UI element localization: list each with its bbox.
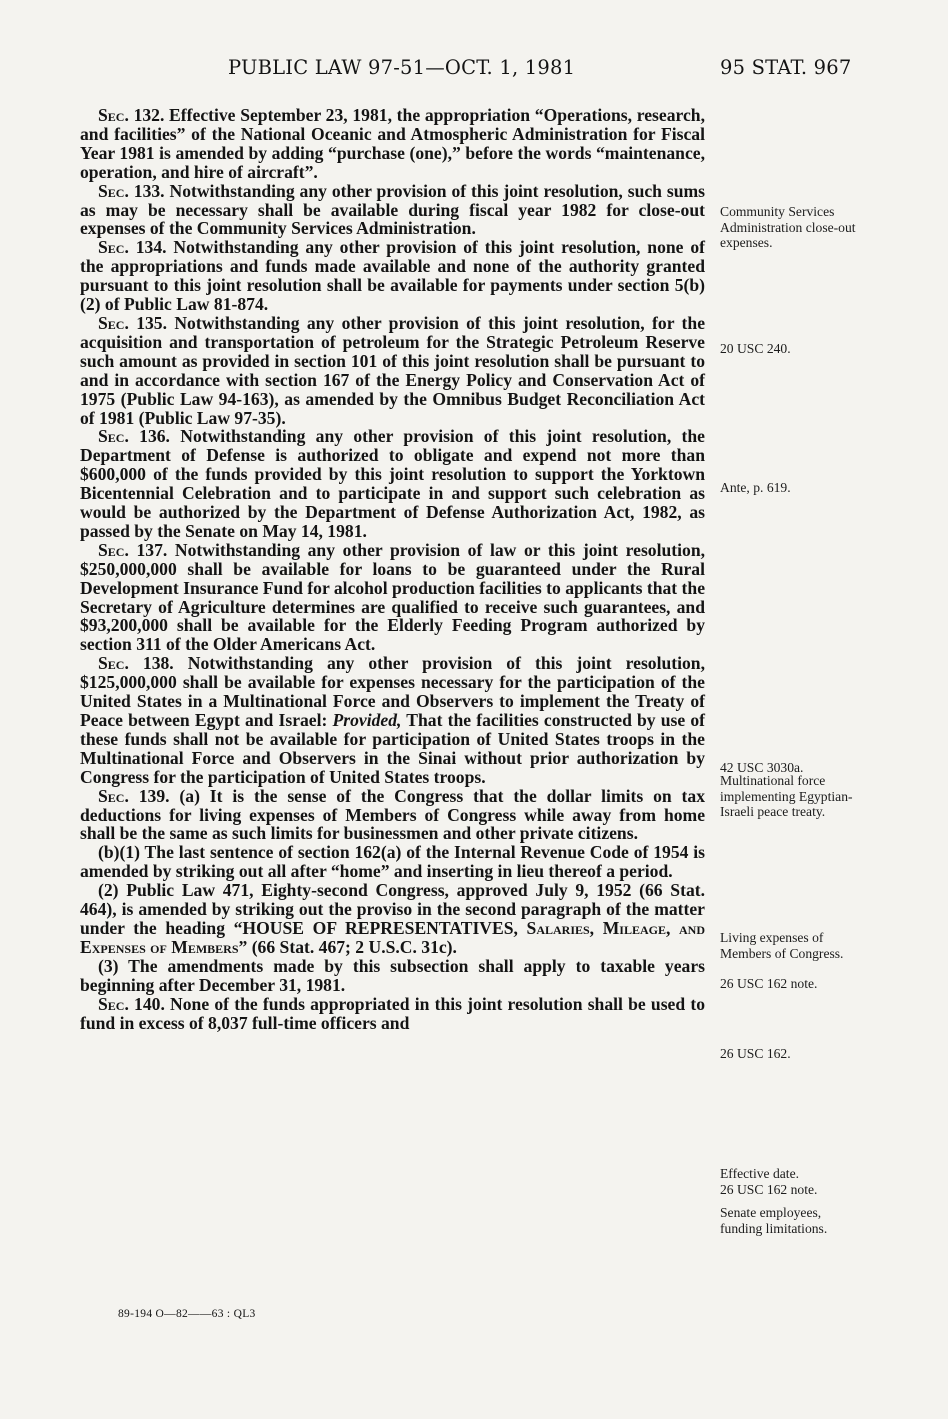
margin-note-senate-employees: Senate employees, funding limitations. [720,1205,828,1236]
section-135: Sec. 135. Notwithstanding any other provision of this joint resolution, for the acquisition and transportation of petroleum for the Strategic Petroleum Reserve such amount as provided in section 101 of this joint resolution shall be pursuant to and in accordance with section 167 of the Energy Policy and Conservation Act of 1975 (Public Law 94-163), as amended by the Omnibus Budget Reconciliation Act of 1981 (Public Law 97-35). [80,312,705,428]
section-139b3: (3) The amendments made by this subsection shall apply to taxable years beginning after December 31, 1981. [80,955,705,995]
section-139b1: (b)(1) The last sentence of section 162(a) of the Internal Revenue Code of 1954 is amended by striking out all after “home” and inserting in lieu thereof a period. [80,842,705,882]
print-code: 89-194 O—82——63 : QL3 [118,1308,256,1320]
margin-note-42usc: 42 USC 3030a. [720,760,804,775]
section-133: Sec. 133. Notwithstanding any other provision of this joint resolution, such sums as may be necessary shall be available during fiscal year 1982 for close-out expenses of the Community Services Administration. [80,180,705,239]
section-137: Sec. 137. Notwithstanding any other provision of law or this joint resolution, $250,000,000 shall be available for loans to be guaranteed under the Rural Development Insurance Fund for alcohol production facilities to applicants that the Secretary of Agriculture determines are qualified to receive such guarantees, and $93,200,000 shall be available for the Elderly Feeding Program authorized by section 311 of the Older Americans Act. [80,539,705,655]
section-140: Sec. 140. None of the funds appropriated in this joint resolution shall be used to fund in excess of 8,037 full-time officers and [80,993,705,1033]
margin-note-multinational: Multinational force implementing Egyptian-Israeli peace treaty. [720,773,853,820]
margin-note-ante: Ante, p. 619. [720,480,791,495]
margin-note-effective-date: Effective date. [720,1166,800,1181]
margin-note-20usc240: 20 USC 240. [720,341,791,356]
running-head-title: PUBLIC LAW 97-51—OCT. 1, 1981 [228,56,576,79]
section-139b2: (2) Public Law 471, Eighty-second Congress, approved July 9, 1952 (66 Stat. 464), is amended by striking out the proviso in the second paragraph of the matter under the heading “HOUSE OF REPRESENTATIVES, Salaries, Mileage, and Expenses of Members” (66 Stat. 467; 2 U.S.C. 31c). [80,880,706,957]
margin-note-living-expenses: Living expenses of Members of Congress. [720,930,844,961]
page-number: 95 STAT. 967 [720,56,852,79]
margin-note-26usc162: 26 USC 162. [720,1046,791,1061]
margin-note-26usc162-note: 26 USC 162 note. [720,976,818,991]
section-132: Sec. 132. Effective September 23, 1981, the appropriation “Operations, research, and facilities” of the National Oceanic and Atmospheric Administration for Fiscal Year 1981 is amended by adding “purchase (one),” before the words “maintenance, operation, and hire of aircraft”. [80,105,705,182]
margin-note-26usc162-note-2: 26 USC 162 note. [720,1182,818,1197]
section-134: Sec. 134. Notwithstanding any other provision of this joint resolution, none of the appropriations and funds made available and none of the authority granted pursuant to this joint resolution shall be available for payments under section 5(b)(2) of Public Law 81-874. [80,237,705,315]
main-text [80,106,705,1032]
section-136: Sec. 136. Notwithstanding any other provision of this joint resolution, the Department of Defense is authorized to obligate and expend not more than $600,000 of the funds provided by this joint resolution to support the Yorktown Bicentennial Celebration and to participate in and support such celebration as would be authorized by the Department of Defense Authorization Act, 1982, as passed by the Senate on May 14, 1981. [80,426,705,541]
section-138: Sec. 138. Notwithstanding any other provision of this joint resolution, $125,000,000 shall be available for expenses necessary for the participation of the United States in a Multinational Force and Observers to implement the Treaty of Peace between Egypt and Israel: Provided, That the facilities constructed by use of these funds shall not be available for participation of United States troops in the Multinational Force and Observers in the Sinai without prior authorization by Congress for the participation of United States troops. [80,653,706,787]
section-139a: Sec. 139. (a) It is the sense of the Congress that the dollar limits on tax deductions for living expenses of Members of Congress while away from home shall be the same as such limits for businessmen and other private citizens. [80,785,705,844]
margin-note-csa: Community Services Administration close-out expenses. [720,204,856,251]
